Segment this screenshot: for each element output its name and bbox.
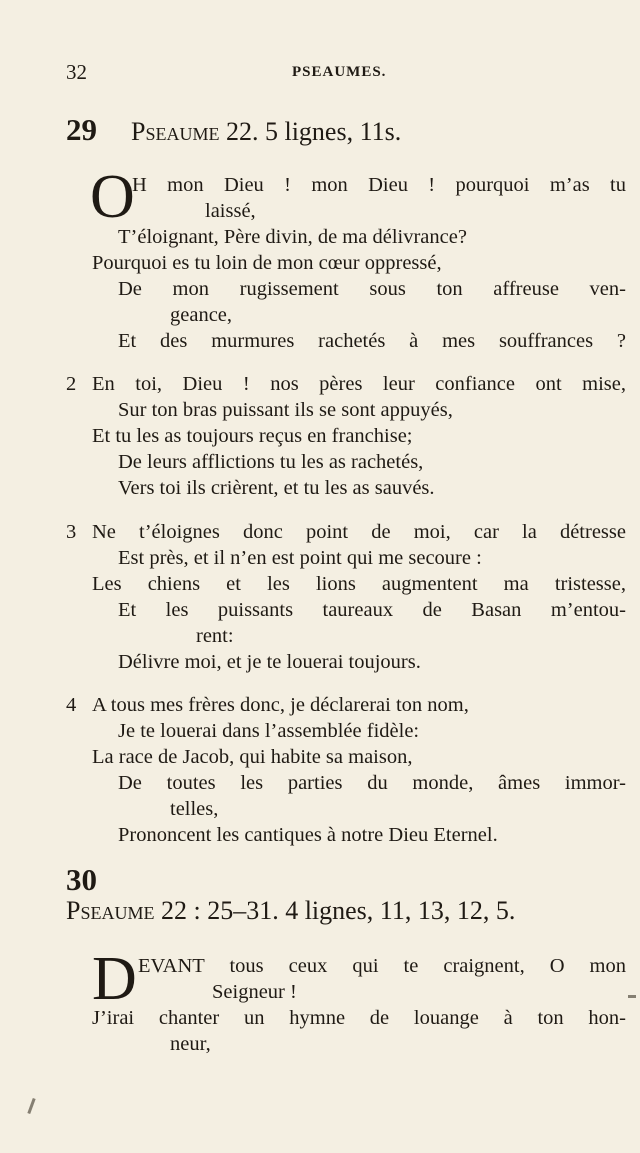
verse-line: Les chiens et les lions augmentent ma tristesse, xyxy=(92,573,626,595)
verse-number: 4 xyxy=(66,694,77,716)
verse-line: Délivre moi, et je te louerai toujours. xyxy=(118,651,421,673)
psalm-title: Pseaume xyxy=(66,896,155,925)
psalm-number: 30 xyxy=(66,862,97,897)
verse-line: Est près, et il n’en est point qui me secoure : xyxy=(118,547,482,569)
verse-line: EVANT tous ceux qui te craignent, O mon xyxy=(138,955,626,977)
verse-line: neur, xyxy=(170,1033,211,1055)
verse-line: De leurs afflictions tu les as rachetés, xyxy=(118,451,424,473)
psalm-meter: 22. 5 lignes, 11s. xyxy=(219,117,402,146)
running-title: PSEAUMES. xyxy=(292,64,387,80)
verse-line: Seigneur ! xyxy=(212,981,297,1003)
verse-line: Ne t’éloignes donc point de moi, car la détresse xyxy=(92,521,626,543)
verse-line: Je te louerai dans l’assemblée fidèle: xyxy=(118,720,420,742)
verse-line: Prononcent les cantiques à notre Dieu Eternel. xyxy=(118,824,498,846)
verse-line: Et les puissants taureaux de Basan m’entou- xyxy=(118,599,626,621)
verse-line: De toutes les parties du monde, âmes immor- xyxy=(118,772,626,794)
verse-number: 2 xyxy=(66,373,77,395)
verse-line: Pourquoi es tu loin de mon cœur oppressé, xyxy=(92,252,442,274)
psalm-meter: 22 : 25–31. 4 lignes, 11, 13, 12, 5. xyxy=(154,896,516,925)
verse-line: rent: xyxy=(196,625,234,647)
verse-line: Sur ton bras puissant ils se sont appuyés, xyxy=(118,399,453,421)
psalm-number: 29 xyxy=(66,112,97,147)
verse-line: H mon Dieu ! mon Dieu ! pourquoi m’as tu xyxy=(132,174,626,196)
drop-cap: O xyxy=(90,163,135,231)
page-number: 32 xyxy=(66,60,87,84)
verse-line: La race de Jacob, qui habite sa maison, xyxy=(92,746,413,768)
psalm-30-heading xyxy=(66,896,622,926)
verse-line: telles, xyxy=(170,798,219,820)
psalm-29-heading xyxy=(66,112,622,148)
verse-line: geance, xyxy=(170,304,233,326)
ink-mark xyxy=(628,995,636,998)
verse-line: Et des murmures rachetés à mes souffrances ? xyxy=(118,330,626,352)
verse-line: J’irai chanter un hymne de louange à ton hon- xyxy=(92,1007,626,1029)
verse-line: Vers toi ils crièrent, et tu les as sauvés. xyxy=(118,477,435,499)
running-head xyxy=(66,60,620,90)
verse-line: De mon rugissement sous ton affreuse ven- xyxy=(118,278,626,300)
verse-line: En toi, Dieu ! nos pères leur confiance ont mise, xyxy=(92,373,626,395)
verse-line: A tous mes frères donc, je déclarerai ton nom, xyxy=(92,694,469,716)
ink-mark xyxy=(27,1098,35,1114)
verse-line: laissé, xyxy=(205,200,256,222)
psalm-30-number-line xyxy=(66,862,622,898)
verse-line: Et tu les as toujours reçus en franchise; xyxy=(92,425,413,447)
psalm-title: Pseaume xyxy=(131,117,220,146)
verse-line: T’éloignant, Père divin, de ma délivrance? xyxy=(118,226,467,248)
drop-cap: D xyxy=(92,945,137,1013)
verse-number: 3 xyxy=(66,521,77,543)
